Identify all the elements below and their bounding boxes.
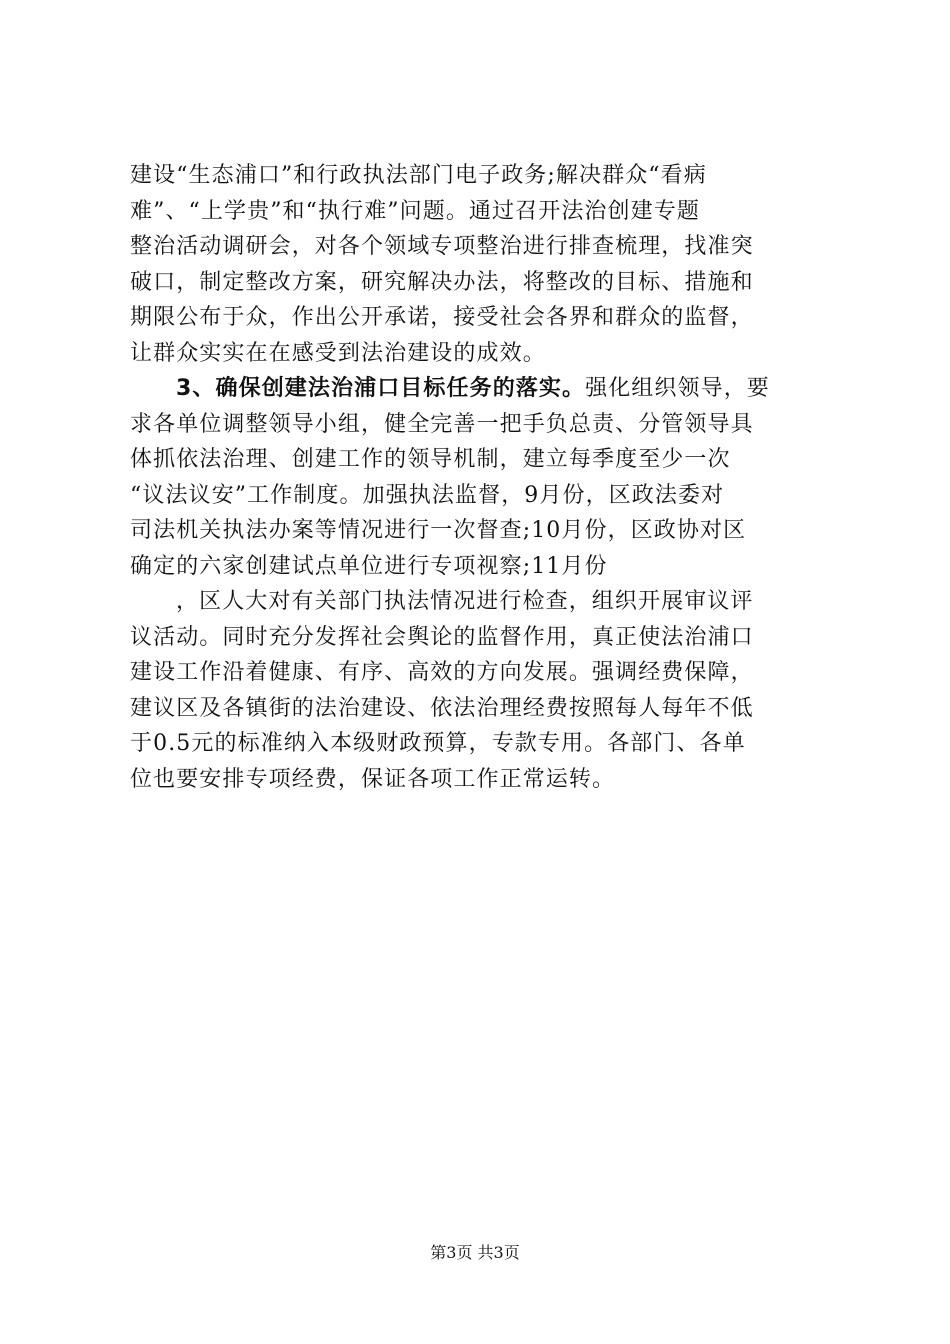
paragraph-line: 期限公布于众，作出公开承诺，接受社会各界和群众的监督，	[130, 305, 754, 330]
body-text	[130, 158, 830, 797]
paragraph-line: 体抓依法治理、创建工作的领导机制，建立每季度至少一次	[130, 447, 731, 472]
paragraph-line: 于0.5元的标准纳入本级财政预算，专款专用。各部门、各单	[130, 731, 746, 756]
page-number-footer: 第3页 共3页	[430, 1243, 520, 1262]
paragraph-line: 整治活动调研会，对各个领域专项整治进行排查梳理，找准突	[130, 234, 754, 259]
paragraph-line: 求各单位调整领导小组，健全完善一把手负总责、分管领导具	[130, 411, 754, 437]
paragraph-line: 确定的六家创建试点单位进行专项视察;11月份	[130, 553, 608, 579]
paragraph-line: 司法机关执法办案等情况进行一次督查;10月份，区政协对区	[130, 518, 747, 543]
section-3-first-tail: 强化组织领导，要	[585, 376, 770, 401]
section-3-heading: 3、确保创建法治浦口目标任务的落实。	[176, 376, 586, 401]
paragraph-line: 破口，制定整改方案，研究解决办法，将整改的目标、措施和	[130, 269, 754, 295]
paragraph-line: 建设工作沿着健康、有序、高效的方向发展。强调经费保障，	[130, 660, 754, 685]
continuation-first-line: ，区人大对有关部门执法情况进行检查，组织开展审议评	[176, 589, 754, 614]
paragraph-line: 难”、“上学贵”和“执行难”问题。通过召开法治创建专题	[130, 198, 700, 224]
paragraph-line: 位也要安排专项经费，保证各项工作正常运转。	[130, 766, 616, 792]
paragraph-line: 议活动。同时充分发挥社会舆论的监督作用，真正使法治浦口	[130, 624, 754, 650]
section-3-first-line	[130, 371, 830, 407]
paragraph-line: 建设“生态浦口”和行政执法部门电子政务;解决群众“看病	[130, 163, 707, 188]
paragraph-line: “议法议安”工作制度。加强执法监督，9月份，区政法委对	[130, 482, 725, 508]
paragraph-line: 让群众实实在在感受到法治建设的成效。	[130, 340, 546, 366]
paragraph-line: 建议区及各镇街的法治建设、依法治理经费按照每人每年不低	[130, 695, 754, 721]
